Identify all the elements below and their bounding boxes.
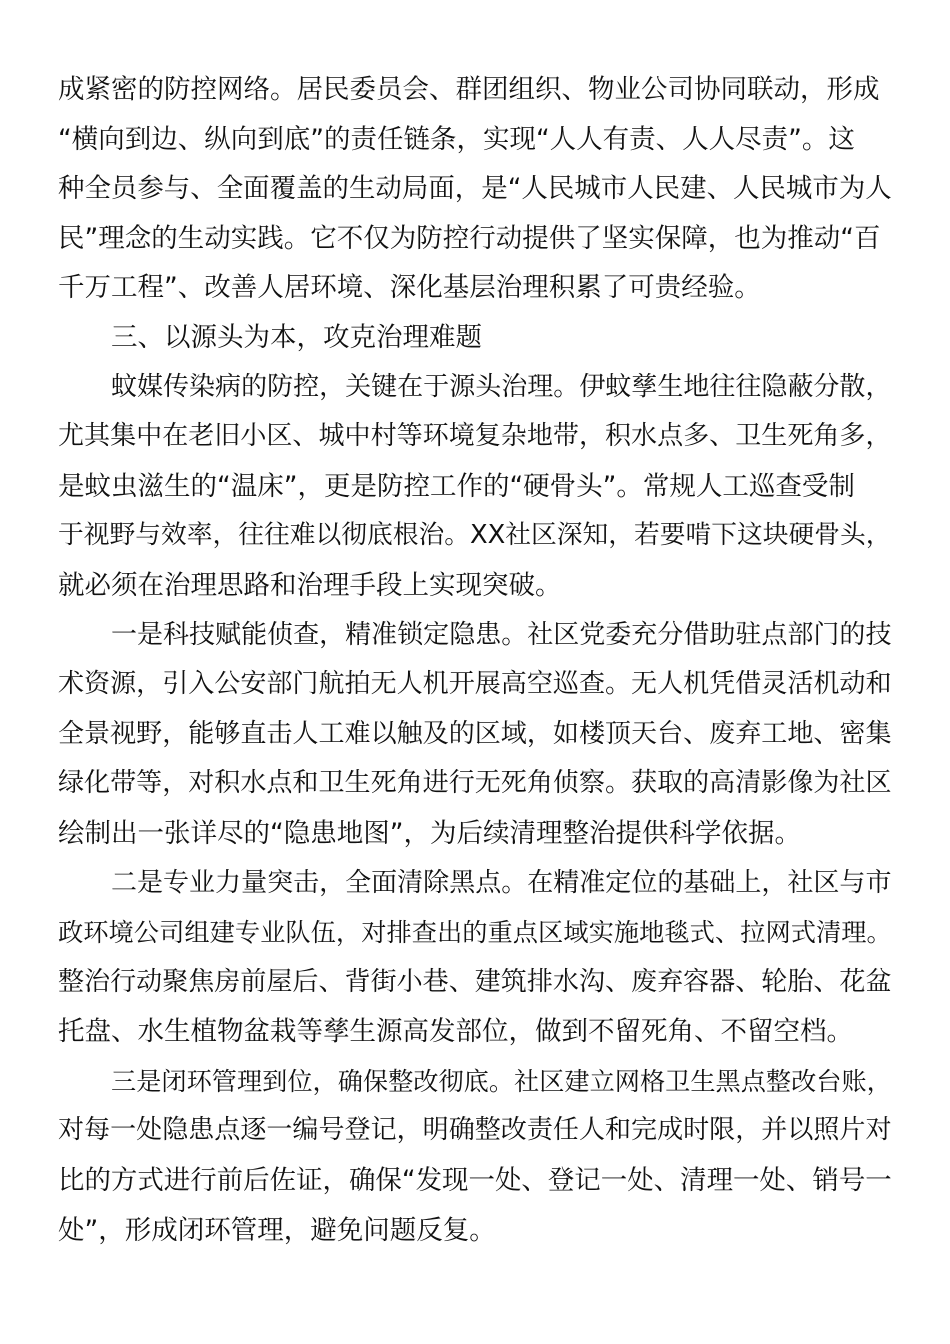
text-line: 一是科技赋能侦查，精准锁定隐患。社区党委充分借助驻点部门的技 — [111, 619, 892, 650]
text-line: 处”，形成闭环管理，避免问题反复。 — [58, 1214, 496, 1246]
text-line: 托盘、水生植物盆栽等孳生源高发部位，做到不留死角、不留空档。 — [58, 1016, 853, 1048]
text-line: 种全员参与、全面覆盖的生动局面，是“人民城市人民建、人民城市为人 — [58, 173, 892, 205]
text-line: 民”理念的生动实践。它不仅为防控行动提供了坚实保障，也为推动“百 — [58, 222, 881, 254]
text-line: 蚊媒传染病的防控，关键在于源头治理。伊蚊孳生地往往隐蔽分散， — [111, 371, 892, 402]
text-line: 绿化带等，对积水点和卫生死角进行无死角侦察。获取的高清影像为社区 — [58, 768, 892, 799]
text-line: 二是专业力量突击，全面清除黑点。在精准定位的基础上，社区与市 — [111, 867, 892, 898]
text-line: 成紧密的防控网络。居民委员会、群团组织、物业公司协同联动，形成 — [58, 74, 880, 105]
text-line: 绘制出一张详尽的“隐患地图”，为后续清理整治提供科学依据。 — [58, 817, 801, 849]
text-line: 是蚊虫滋生的“温床”，更是防控工作的“硬骨头”。常规人工巡查受制 — [58, 470, 855, 502]
text-line: 尤其集中在老旧小区、城中村等环境复杂地带，积水点多、卫生死角多， — [58, 421, 892, 452]
text-line: 政环境公司组建专业队伍，对排查出的重点区域实施地毯式、拉网式清理。 — [58, 918, 892, 948]
text-line: 术资源，引入公安部门航拍无人机开展高空巡查。无人机凭借灵活机动和 — [58, 669, 892, 700]
document-body — [58, 65, 892, 1255]
section-heading: 三、以源头为本，攻克治理难题 — [111, 321, 482, 353]
text-line: 于视野与效率，往往难以彻底根治。XX社区深知，若要啃下这块硬骨头， — [58, 520, 892, 551]
text-line: “横向到边、纵向到底”的责任链条，实现“人人有责、人人尽责”。这 — [58, 123, 855, 155]
text-line: 整治行动聚焦房前屋后、背街小巷、建筑排水沟、废弃容器、轮胎、花盆 — [58, 966, 892, 997]
text-line: 比的方式进行前后佐证，确保“发现一处、登记一处、清理一处、销号一 — [58, 1165, 892, 1197]
text-line: 全景视野，能够直击人工难以触及的区域，如楼顶天台、废弃工地、密集 — [58, 718, 892, 749]
text-line: 千万工程”、改善人居环境、深化基层治理积累了可贵经验。 — [58, 272, 761, 304]
text-line: 就必须在治理思路和治理手段上实现突破。 — [58, 569, 562, 601]
text-line: 对每一处隐患点逐一编号登记，明确整改责任人和完成时限，并以照片对 — [58, 1115, 892, 1146]
text-line: 三是闭环管理到位，确保整改彻底。社区建立网格卫生黑点整改台账， — [111, 1066, 892, 1096]
